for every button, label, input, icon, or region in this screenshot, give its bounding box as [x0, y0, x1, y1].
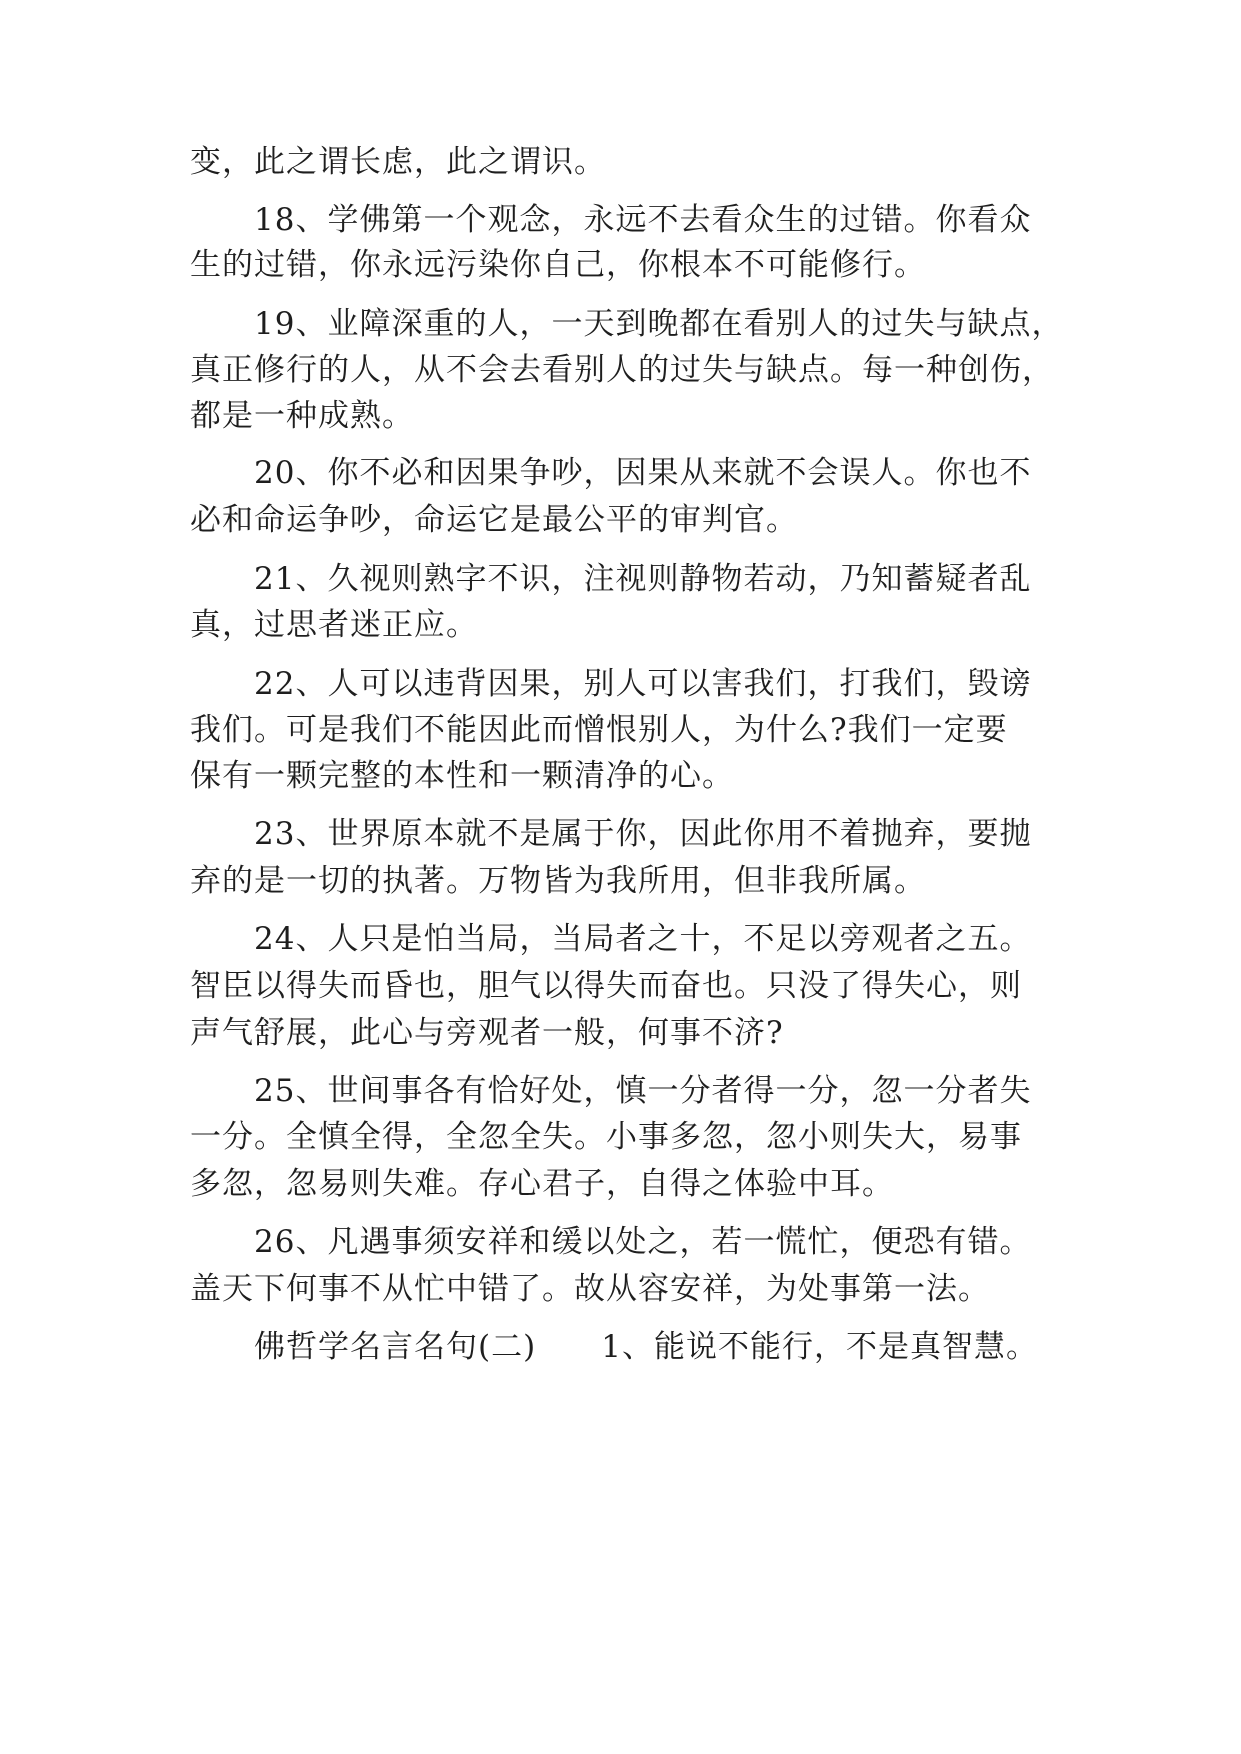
text-line: 25、世间事各有恰好处，慎一分者得一分，忽一分者失 [254, 1073, 1032, 1109]
text-line: 佛哲学名言名句(二) 1、能说不能行，不是真智慧。 [254, 1329, 1039, 1365]
text-line: 保有一颗完整的本性和一颗清净的心。 [190, 758, 734, 794]
text-line: 我们。可是我们不能因此而憎恨别人，为什么?我们一定要 [190, 712, 1008, 748]
text-line: 生的过错，你永远污染你自己，你根本不可能修行。 [190, 247, 926, 283]
text-line: 18、学佛第一个观念，永远不去看众生的过错。你看众 [254, 202, 1032, 238]
text-line: 一分。全慎全得，全忽全失。小事多忽，忽小则失大，易事 [190, 1119, 1022, 1155]
text-line: 盖天下何事不从忙中错了。故从容安祥，为处事第一法。 [190, 1271, 990, 1307]
text-line: 变，此之谓长虑，此之谓识。 [190, 144, 606, 180]
text-line: 真，过思者迷正应。 [190, 607, 478, 643]
text-line: 23、世界原本就不是属于你，因此你用不着抛弃，要抛 [254, 816, 1032, 852]
text-line: 声气舒展，此心与旁观者一般，何事不济? [190, 1015, 784, 1051]
text-line: 20、你不必和因果争吵，因果从来就不会误人。你也不 [254, 455, 1032, 491]
text-line: 26、凡遇事须安祥和缓以处之，若一慌忙，便恐有错。 [254, 1224, 1032, 1260]
text-line: 真正修行的人，从不会去看别人的过失与缺点。每一种创伤， [190, 352, 1054, 388]
text-line: 多忽，忽易则失难。存心君子，自得之体验中耳。 [190, 1166, 894, 1202]
text-line: 22、人可以违背因果，别人可以害我们，打我们，毁谤 [254, 666, 1032, 702]
text-line: 24、人只是怕当局，当局者之十，不足以旁观者之五。 [254, 921, 1032, 957]
text-line: 21、久视则熟字不识，注视则静物若动，乃知蓄疑者乱 [254, 561, 1032, 597]
text-line: 必和命运争吵，命运它是最公平的审判官。 [190, 502, 798, 538]
text-line: 弃的是一切的执著。万物皆为我所用，但非我所属。 [190, 863, 926, 899]
text-line: 智臣以得失而昏也，胆气以得失而奋也。只没了得失心，则 [190, 968, 1022, 1004]
text-line: 19、业障深重的人，一天到晚都在看别人的过失与缺点， [254, 306, 1064, 342]
text-line: 都是一种成熟。 [190, 398, 414, 434]
